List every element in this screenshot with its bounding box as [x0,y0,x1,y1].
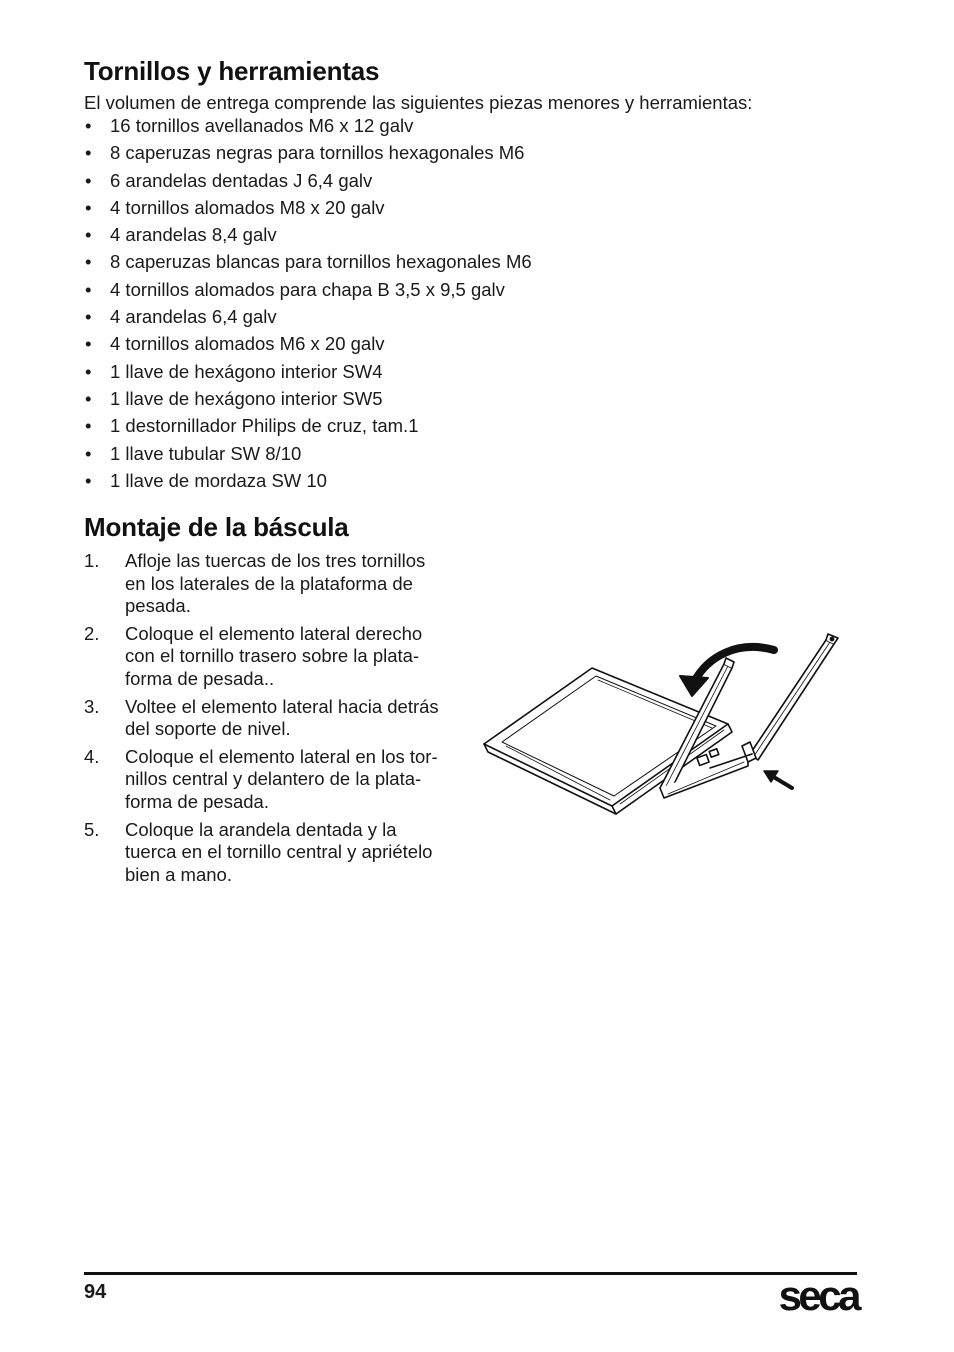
bullet: • [85,333,92,355]
list-item: • 1 llave de mordaza SW 10 [85,469,327,491]
assembly-illustration [480,628,850,828]
page-number: 94 [84,1281,107,1303]
bullet: • [85,442,92,464]
step-number: 4. [84,745,100,767]
bullet: • [85,306,92,328]
bullet: • [85,196,92,218]
list-item: • 8 caperuzas negras para tornillos hexagonales M6 [85,142,525,164]
step-number: 2. [84,622,100,644]
bullet: • [85,415,92,437]
bullet: • [85,142,92,164]
step-text: Afloje las tuercas de los tres tornillos en los laterales de la plataforma de pesada. [125,550,426,617]
step-number: 3. [84,695,100,717]
tools-intro: El volumen de entrega comprende las siguientes piezas menores y herramientas: [84,92,753,113]
bullet: • [85,469,92,491]
list-item: • 6 arandelas dentadas J 6,4 galv [85,169,373,191]
section-title-tools: Tornillos y herramientas [84,56,380,86]
step-text: Coloque el elemento lateral derecho con el tornillo trasero sobre la plata- forma de pesada.. [125,622,423,689]
footer-rule [84,1272,857,1275]
list-item: • 1 llave tubular SW 8/10 [85,442,302,464]
step-text: Coloque el elemento lateral en los tor- nillos central y delantero de la plata- forma de pesada. [125,745,438,812]
list-item: • 4 arandelas 8,4 galv [85,224,277,246]
step-text: Coloque la arandela dentada y la tuerca en el tornillo central y apriételo bien a mano. [125,818,433,885]
parts-list [84,114,532,496]
list-item: • 16 tornillos avellanados M6 x 12 galv [85,115,414,136]
step-number: 5. [84,818,100,840]
bullet: • [85,251,92,273]
list-item: • 8 caperuzas blancas para tornillos hexagonales M6 [85,251,532,273]
bullet: • [85,115,92,136]
seca-logo: seca [778,1272,858,1319]
list-item: • 1 llave de hexágono interior SW4 [85,360,383,382]
step-item [84,623,464,691]
bullet: • [85,169,92,191]
step-item [84,746,464,814]
step-item [84,696,464,741]
mounting-steps [84,550,464,891]
list-item: • 1 llave de hexágono interior SW5 [85,387,383,409]
list-item: • 4 tornillos alomados M8 x 20 galv [85,196,385,218]
bullet: • [85,224,92,246]
list-item: • 4 arandelas 6,4 galv [85,306,277,328]
bullet: • [85,360,92,382]
bullet: • [85,278,92,300]
step-item [84,550,464,618]
step-text: Voltee el elemento lateral hacia detrás del soporte de nivel. [125,695,439,740]
section-title-mounting: Montaje de la báscula [84,512,349,542]
list-item: • 4 tornillos alomados M6 x 20 galv [85,333,385,355]
bullet: • [85,387,92,409]
list-item: • 1 destornillador Philips de cruz, tam.1 [85,415,419,437]
pointer-arrow-icon [764,771,792,788]
step-item [84,819,464,887]
list-item: • 4 tornillos alomados para chapa B 3,5 x 9,5 galv [85,278,505,300]
step-number: 1. [84,550,100,571]
